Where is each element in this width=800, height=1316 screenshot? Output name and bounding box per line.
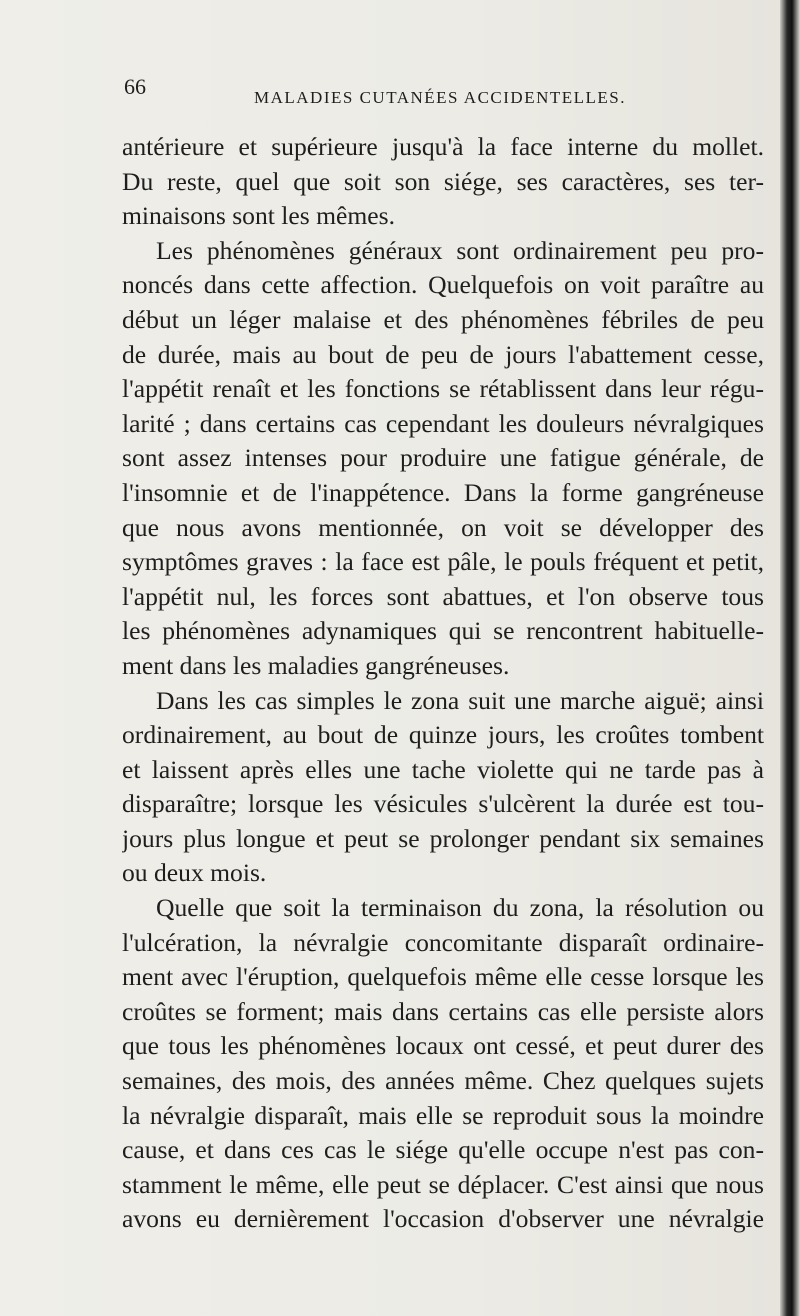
text-line: la névralgie disparaît, mais elle se reproduit sous la moindre <box>122 1100 764 1130</box>
text-line: que nous avons mentionnée, on voit se développer des <box>122 512 764 542</box>
text-line: Du reste, quel que soit son siége, ses caractères, ses ter- <box>122 166 764 196</box>
text-line: croûtes se forment; mais dans certains cas elle persiste alors <box>122 996 764 1026</box>
text-line: semaines, des mois, des années même. Chez quelques sujets <box>122 1066 764 1096</box>
page-header <box>124 74 764 116</box>
text-line: l'appétit renaît et les fonctions se rétablissent dans leur régu- <box>122 374 764 404</box>
body-text <box>122 130 764 1237</box>
text-line: de durée, mais au bout de peu de jours l'abattement cesse, <box>122 339 764 369</box>
text-line: Les phénomènes généraux sont ordinairement peu pro- <box>156 235 764 265</box>
running-head: MALADIES CUTANÉES ACCIDENTELLES. <box>254 88 626 107</box>
text-line: l'appétit nul, les forces sont abattues, et l'on observe tous <box>122 581 764 611</box>
text-line: ment avec l'éruption, quelquefois même elle cesse lorsque les <box>122 962 764 992</box>
text-line: sont assez intenses pour produire une fatigue générale, de <box>122 443 764 473</box>
text-line: avons eu dernièrement l'occasion d'observer une névralgie <box>122 1204 764 1234</box>
text-line: ou deux mois. <box>122 858 267 888</box>
text-line: ment dans les maladies gangréneuses. <box>122 650 510 680</box>
text-line: minaisons sont les mêmes. <box>122 201 395 231</box>
page-number: 66 <box>124 74 146 99</box>
text-line: noncés dans cette affection. Quelquefois on voit paraître au <box>122 270 764 300</box>
text-line: et laissent après elles une tache violette qui ne tarde pas à <box>122 754 764 784</box>
text-line: l'insomnie et de l'inappétence. Dans la forme gangréneuse <box>122 477 764 507</box>
text-line: symptômes graves : la face est pâle, le pouls fréquent et petit, <box>122 547 764 577</box>
text-line: que tous les phénomènes locaux ont cessé, et peut durer des <box>122 1031 764 1061</box>
text-line: antérieure et supérieure jusqu'à la face interne du mollet. <box>122 132 764 161</box>
text-line: début un léger malaise et des phénomènes fébriles de peu <box>122 304 764 334</box>
text-line: larité ; dans certains cas cependant les douleurs névralgiques <box>122 408 764 438</box>
text-line: l'ulcération, la névralgie concomitante disparaît ordinaire- <box>122 927 764 957</box>
text-line: Quelle que soit la terminaison du zona, la résolution ou <box>156 893 764 923</box>
text-line: ordinairement, au bout de quinze jours, les croûtes tombent <box>122 720 764 750</box>
page-edge <box>780 0 800 1316</box>
text-line: les phénomènes adynamiques qui se rencontrent habituelle- <box>122 616 764 646</box>
text-line: disparaître; lorsque les vésicules s'ulcèrent la durée est tou- <box>122 789 764 819</box>
text-line: jours plus longue et peut se prolonger pendant six semaines <box>122 823 764 853</box>
text-line: stamment le même, elle peut se déplacer. C'est ainsi que nous <box>122 1169 764 1199</box>
text-line: cause, et dans ces cas le siége qu'elle occupe n'est pas con- <box>122 1135 764 1165</box>
text-line: Dans les cas simples le zona suit une marche aiguë; ainsi <box>156 685 764 715</box>
